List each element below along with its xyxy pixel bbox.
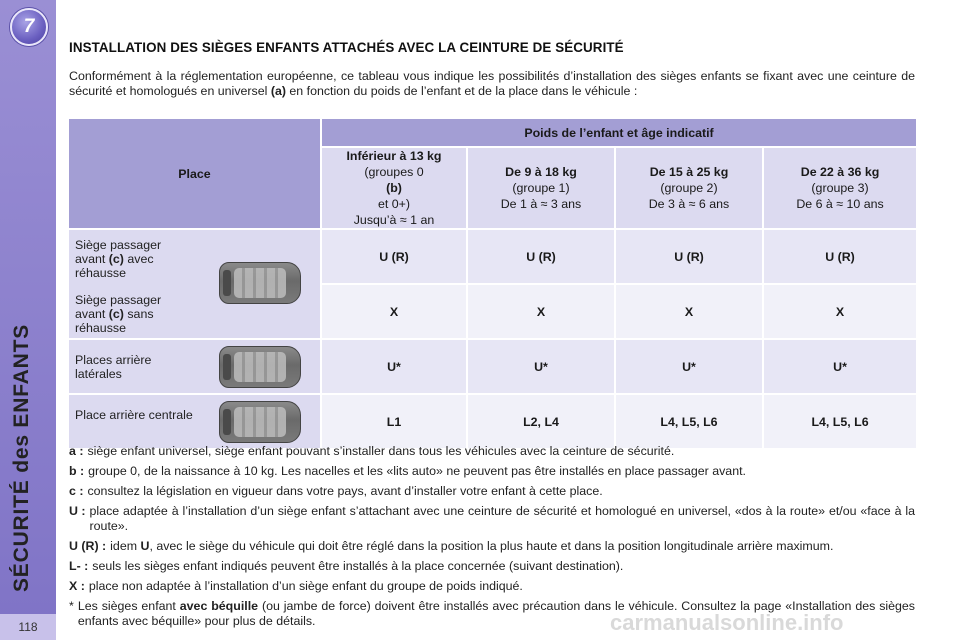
- legend-item: * Les sièges enfant avec béquille (ou jambe de force) doivent être installés avec précaution dans le véhicule. Consultez la page «Installation des sièges enfants avec béquille» pour plus de détails.: [69, 599, 916, 628]
- intro-paragraph: Conformément à la réglementation européenne, ce tableau vous indique les possibilités d’installation des sièges enfants se fixant avec une ceinture de sécurité et homologués en universel (a) en fonction du poids de l’enfant et de la place dans le véhicule :: [69, 69, 915, 98]
- chapter-sidebar: [0, 0, 56, 640]
- car-seat-diagram: [219, 346, 301, 388]
- table-cell: X: [763, 284, 917, 339]
- table-cell: X: [615, 284, 763, 339]
- table-cell: X: [467, 284, 615, 339]
- place-label: Places arrière latérales: [75, 353, 152, 381]
- legend-item: X : place non adaptée à l’installation d’un siège enfant du groupe de poids indiqué.: [69, 579, 523, 593]
- legend-item: b : groupe 0, de la naissance à 10 kg. Les nacelles et les «lits auto» ne peuvent pas être installés en place passager avant.: [69, 464, 746, 478]
- rear-centre-cell: [68, 394, 321, 449]
- table-cell: L1: [321, 394, 467, 449]
- table-row: [68, 394, 917, 449]
- table-cell: U (R): [615, 229, 763, 284]
- column-header: De 9 à 18 kg (groupe 1) De 1 à ≈ 3 ans: [467, 147, 615, 229]
- place-label: Siège passager avant (c) sans réhausse: [75, 293, 162, 335]
- table-cell: U*: [763, 339, 917, 394]
- table-row: [68, 229, 917, 284]
- section-title: SÉCURITÉ des ENFANTS: [10, 323, 33, 592]
- car-seat-diagram: [219, 262, 301, 304]
- car-seat-diagram: [219, 401, 301, 443]
- column-header: De 22 à 36 kg (groupe 3) De 6 à ≈ 10 ans: [763, 147, 917, 229]
- front-passenger-cell: [68, 229, 321, 339]
- place-header: Place: [68, 118, 321, 229]
- table-cell: U (R): [763, 229, 917, 284]
- table-cell: X: [321, 284, 467, 339]
- place-label: Siège passager avant (c) avec réhausse: [75, 238, 162, 280]
- table-row: [68, 339, 917, 394]
- column-header: Inférieur à 13 kg (groupes 0 (b) et 0+) Jusqu’à ≈ 1 an: [321, 147, 467, 229]
- table-cell: U*: [321, 339, 467, 394]
- table-cell: U (R): [467, 229, 615, 284]
- table-cell: L4, L5, L6: [763, 394, 917, 449]
- child-seat-table: [67, 117, 918, 450]
- legend-item: a : siège enfant universel, siège enfant pouvant s’installer dans tous les véhicules avec la ceinture de sécurité.: [69, 444, 675, 458]
- table-cell: L4, L5, L6: [615, 394, 763, 449]
- table-cell: U*: [615, 339, 763, 394]
- legend-notes: [69, 444, 915, 634]
- weight-group-header: Poids de l’enfant et âge indicatif: [321, 118, 917, 147]
- page-number: 118: [0, 614, 56, 640]
- table-cell: U (R): [321, 229, 467, 284]
- place-label: Place arrière centrale: [75, 408, 193, 422]
- chapter-number: 7: [23, 16, 35, 37]
- legend-item: L- : seuls les sièges enfant indiqués peuvent être installés à la place concernée (suivant destination).: [69, 559, 624, 573]
- table-cell: L2, L4: [467, 394, 615, 449]
- column-header: De 15 à 25 kg (groupe 2) De 3 à ≈ 6 ans: [615, 147, 763, 229]
- legend-item: c : consultez la législation en vigueur dans votre pays, avant d’installer votre enfant à cette place.: [69, 484, 603, 498]
- rear-side-cell: [68, 339, 321, 394]
- chapter-badge: [10, 8, 48, 46]
- legend-item: U (R) : idem U, avec le siège du véhicule qui doit être réglé dans la position la plus haute et dans la position longitudinale arrière maximum.: [69, 539, 834, 553]
- watermark: carmanualsonline.info: [610, 610, 844, 635]
- page-heading: INSTALLATION DES SIÈGES ENFANTS ATTACHÉS AVEC LA CEINTURE DE SÉCURITÉ: [69, 40, 624, 55]
- table-cell: U*: [467, 339, 615, 394]
- legend-item: U : place adaptée à l’installation d’un siège enfant s’attachant avec une ceinture de sécurité et homologué en universel, «dos à la route» et/ou «face à la route».: [69, 504, 915, 533]
